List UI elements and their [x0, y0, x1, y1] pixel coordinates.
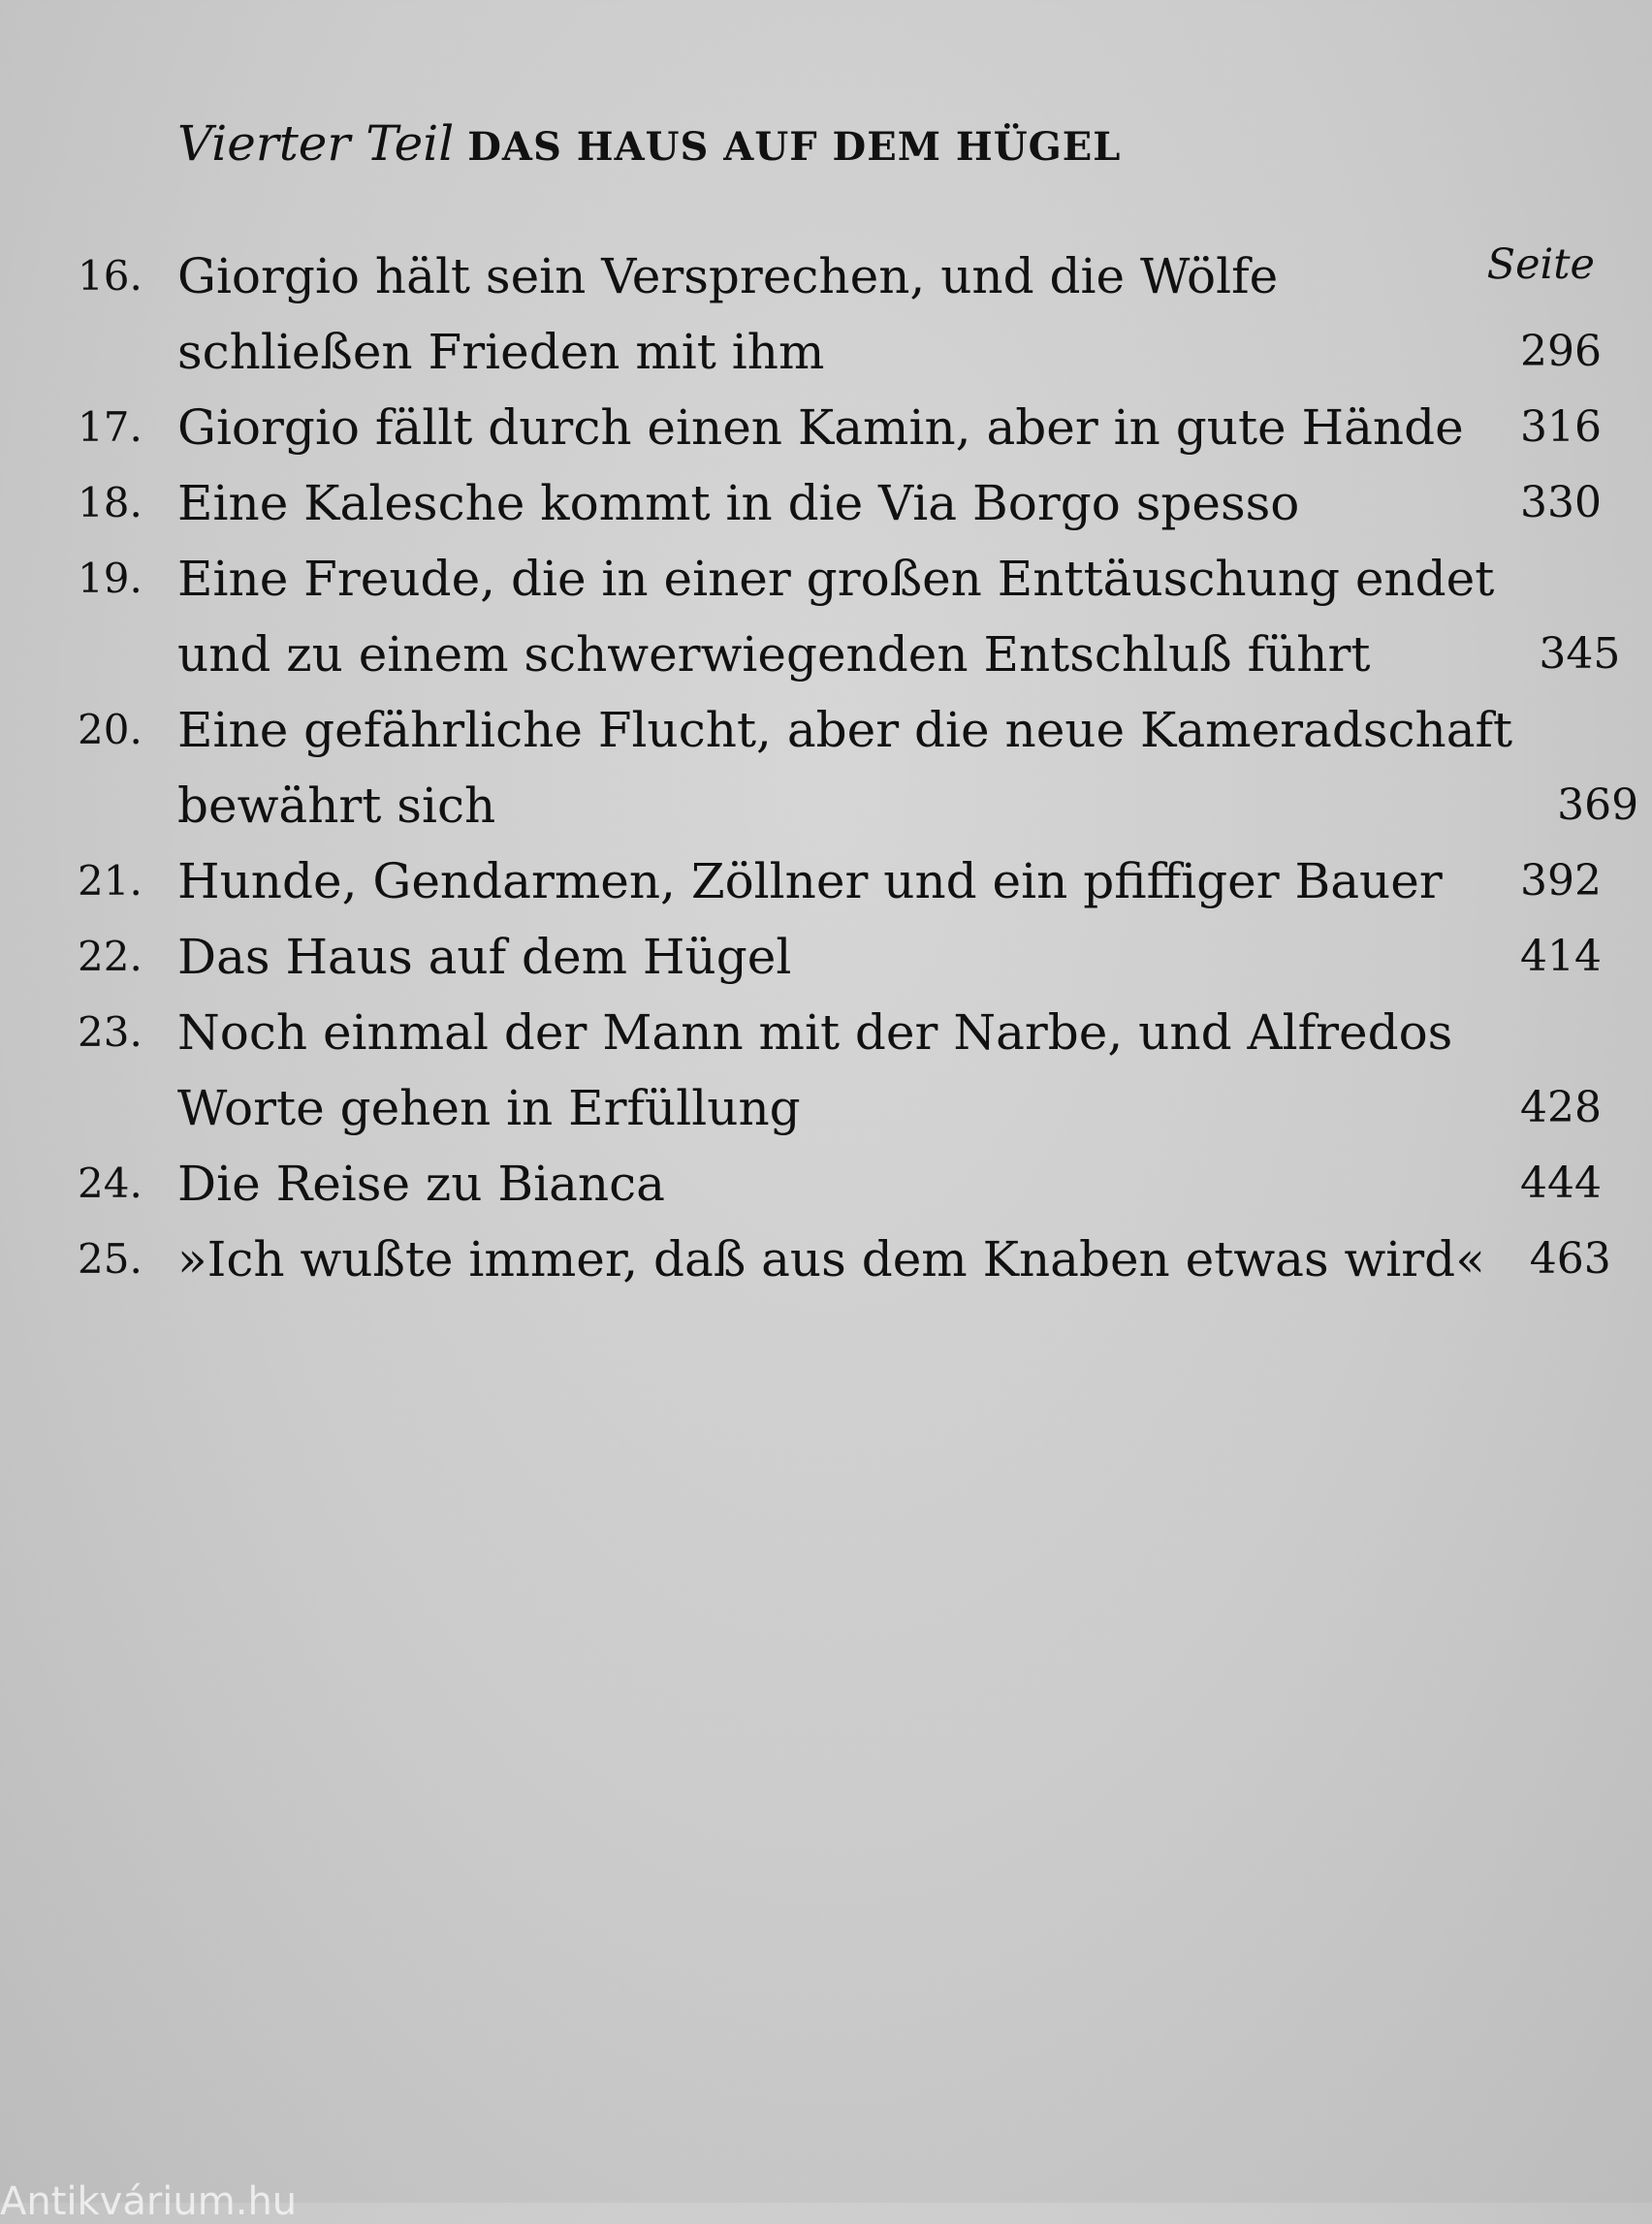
toc-entry: [78, 1222, 1611, 1297]
page-number: 444: [1520, 1159, 1602, 1208]
chapter-number: 17.: [78, 403, 143, 451]
chapter-title: [177, 1146, 1495, 1222]
page-number: 330: [1520, 478, 1602, 527]
page-number: 428: [1520, 1083, 1602, 1132]
chapter-title-line: Worte gehen in Erfüllung: [177, 1080, 801, 1136]
page-column-label: Seite: [1486, 240, 1595, 289]
toc-entry: [78, 843, 1602, 919]
toc-entry: [78, 995, 1602, 1146]
part-heading: [177, 105, 1121, 186]
chapter-number: 25.: [78, 1235, 143, 1283]
chapter-title-line: schließen Frieden mit ihm: [177, 324, 825, 380]
toc-entry: [78, 692, 1639, 843]
chapter-title-line: bewährt sich: [177, 778, 496, 834]
toc-entry: [78, 541, 1621, 692]
part-title: DAS HAUS AUF DEM HÜGEL: [467, 124, 1122, 170]
table-of-contents: [78, 238, 1639, 1297]
chapter-title-line: Noch einmal der Mann mit der Narbe, und Alfredos: [177, 1004, 1453, 1061]
chapter-number: 20.: [78, 706, 143, 753]
page-number: 296: [1520, 327, 1602, 376]
chapter-number: 19.: [78, 555, 143, 602]
chapter-title: [177, 919, 1495, 995]
chapter-number: 24.: [78, 1160, 143, 1207]
chapter-title: [177, 465, 1495, 541]
page-number: 316: [1520, 402, 1602, 452]
toc-entry: [78, 465, 1602, 541]
toc-entry: [78, 1146, 1602, 1222]
chapter-title-line: Eine Freude, die in einer großen Enttäuschung endet: [177, 551, 1495, 607]
chapter-number: 18.: [78, 479, 143, 526]
chapter-title-line: Das Haus auf dem Hügel: [177, 929, 792, 985]
page-number: 414: [1520, 932, 1602, 981]
chapter-title: [177, 238, 1495, 390]
toc-entry: [78, 390, 1602, 465]
part-label: Vierter Teil: [177, 115, 455, 172]
chapter-title-line: Giorgio fällt durch einen Kamin, aber in gute Hände: [177, 399, 1464, 456]
page-number: 369: [1557, 780, 1639, 830]
chapter-title-line: Giorgio hält sein Versprechen, und die Wölfe: [177, 248, 1279, 304]
chapter-title: [177, 541, 1513, 692]
toc-entry: [78, 919, 1602, 995]
chapter-title-line: »Ich wußte immer, daß aus dem Knaben etwas wird«: [177, 1231, 1485, 1287]
page-number: 463: [1529, 1234, 1611, 1284]
page-number: 392: [1520, 856, 1602, 905]
chapter-title-line: Eine gefährliche Flucht, aber die neue Kameradschaft: [177, 702, 1513, 758]
chapter-title-line: Die Reise zu Bianca: [177, 1156, 665, 1212]
watermark: Antikvárium.hu: [0, 2179, 298, 2224]
chapter-title: [177, 692, 1532, 843]
chapter-number: 21.: [78, 857, 143, 905]
chapter-title: [177, 1222, 1505, 1297]
chapter-number: 16.: [78, 252, 143, 300]
chapter-number: 23.: [78, 1008, 143, 1056]
toc-entry: [78, 238, 1602, 390]
page-number: 345: [1539, 629, 1621, 679]
chapter-title-line: Eine Kalesche kommt in die Via Borgo spesso: [177, 475, 1300, 531]
chapter-title: [177, 843, 1495, 919]
chapter-title: [177, 995, 1495, 1146]
chapter-title-line: Hunde, Gendarmen, Zöllner und ein pfiffiger Bauer: [177, 853, 1443, 909]
chapter-title-line: und zu einem schwerwiegenden Entschluß führt: [177, 626, 1371, 683]
chapter-number: 22.: [78, 933, 143, 980]
chapter-title: [177, 390, 1495, 465]
